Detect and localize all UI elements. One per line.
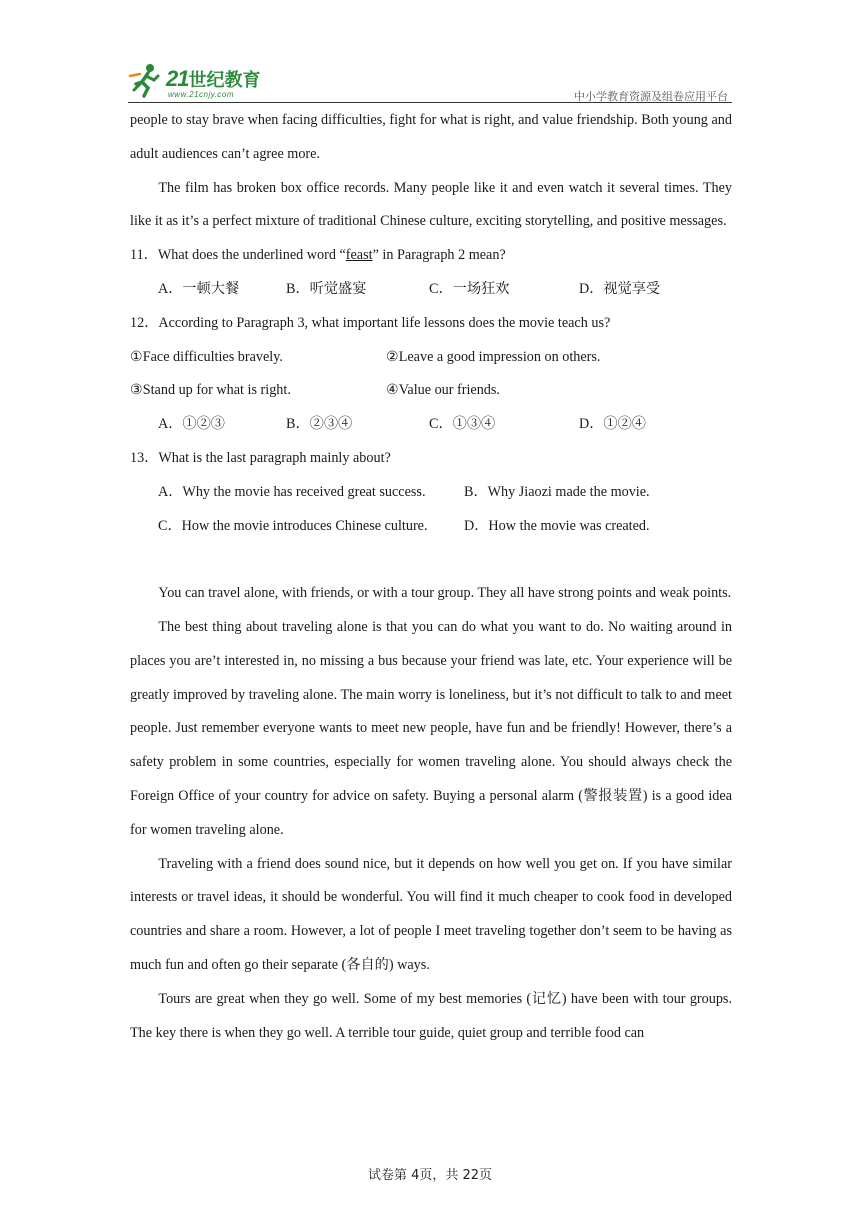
statement-4: ④Value our friends.	[386, 382, 500, 399]
passage2-paragraph: The best thing about traveling alone is that you can do what you want to do. No waiting around in places you are’t interested in, no missing a bus because your friend was late, etc. Your experience will be greatly improved by traveling alone. The main worry is loneliness, but it’s not difficult to talk to and meet people. Just remember everyone wants to meet new people, have fun and be friendly! However, there’s a safety problem in some countries, especially for women traveling alone. You should always check the Foreign Office of your country for advice on safety. Buying a personal alarm (警报装置) is a good idea for women traveling alone.	[130, 618, 732, 838]
question-12-options	[130, 408, 732, 442]
passage2-paragraph: You can travel alone, with friends, or with a tour group. They all have strong points and weak points.	[158, 585, 732, 602]
passage1-paragraph: people to stay brave when facing difficulties, fight for what is right, and value friendship. Both young and adult audiences can’t agree more.	[130, 112, 732, 162]
option-b[interactable]: B．②③④	[286, 416, 353, 433]
option-c[interactable]: C．一场狂欢	[429, 280, 510, 297]
question-11-options	[130, 273, 732, 307]
logo	[128, 60, 278, 102]
section-gap	[130, 543, 732, 577]
option-d[interactable]: D．How the movie was created.	[464, 517, 650, 534]
question-13-options	[130, 476, 732, 510]
option-d[interactable]: D．①②④	[579, 416, 646, 433]
option-d[interactable]: D．视觉享受	[579, 280, 661, 297]
option-a[interactable]: A．①②③	[158, 416, 225, 433]
underlined-word: feast	[345, 247, 373, 264]
platform-name: 中小学教育资源及组卷应用平台	[574, 90, 728, 103]
question-12-statements	[130, 341, 732, 375]
header-divider	[128, 102, 732, 103]
question-12-stem: 12．According to Paragraph 3, what important life lessons does the movie teach us?	[130, 314, 611, 331]
option-b[interactable]: B．Why Jiaozi made the movie.	[464, 483, 650, 500]
page-content	[130, 104, 732, 1050]
passage1-paragraph: The film has broken box office records. Many people like it and even watch it several times. They like it as it’s a perfect mixture of traditional Chinese culture, exciting storytelling, and positive messages.	[130, 179, 732, 230]
option-c[interactable]: C．How the movie introduces Chinese culture.	[158, 517, 428, 534]
passage2-paragraph: Traveling with a friend does sound nice, but it depends on how well you get on. If you have similar interests or travel ideas, it should be wonderful. You will find it much cheaper to cook food in developed countries and share a room. However, a lot of people I meet traveling together don’t seem to be having as much fun and often go their separate (各自的) ways.	[130, 855, 732, 973]
page-footer: 试卷第 4页，共 22页	[367, 1168, 493, 1183]
option-a[interactable]: A．Why the movie has received great success.	[158, 483, 426, 500]
question-13-stem: 13．What is the last paragraph mainly about?	[130, 449, 391, 466]
question-13-options	[130, 510, 732, 544]
runner-logo-icon	[128, 62, 164, 98]
option-b[interactable]: B．听觉盛宴	[286, 280, 367, 297]
option-a[interactable]: A．一顿大餐	[158, 280, 240, 297]
question-11-stem: 11．What does the underlined word “feast” in Paragraph 2 mean?	[130, 247, 506, 264]
question-12-statements	[130, 374, 732, 408]
statement-2: ②Leave a good impression on others.	[386, 348, 601, 365]
page-header	[128, 60, 732, 104]
statement-1: ①Face difficulties bravely.	[130, 348, 283, 365]
statement-3: ③Stand up for what is right.	[130, 382, 291, 399]
logo-url: www.21cnjy.com	[168, 90, 234, 99]
option-c[interactable]: C．①③④	[429, 416, 496, 433]
logo-text: 21世纪教育	[166, 66, 261, 91]
passage2-paragraph: Tours are great when they go well. Some of my best memories (记忆) have been with tour groups. The key there is when they go well. A terrible tour guide, quiet group and terrible food can	[130, 990, 732, 1041]
